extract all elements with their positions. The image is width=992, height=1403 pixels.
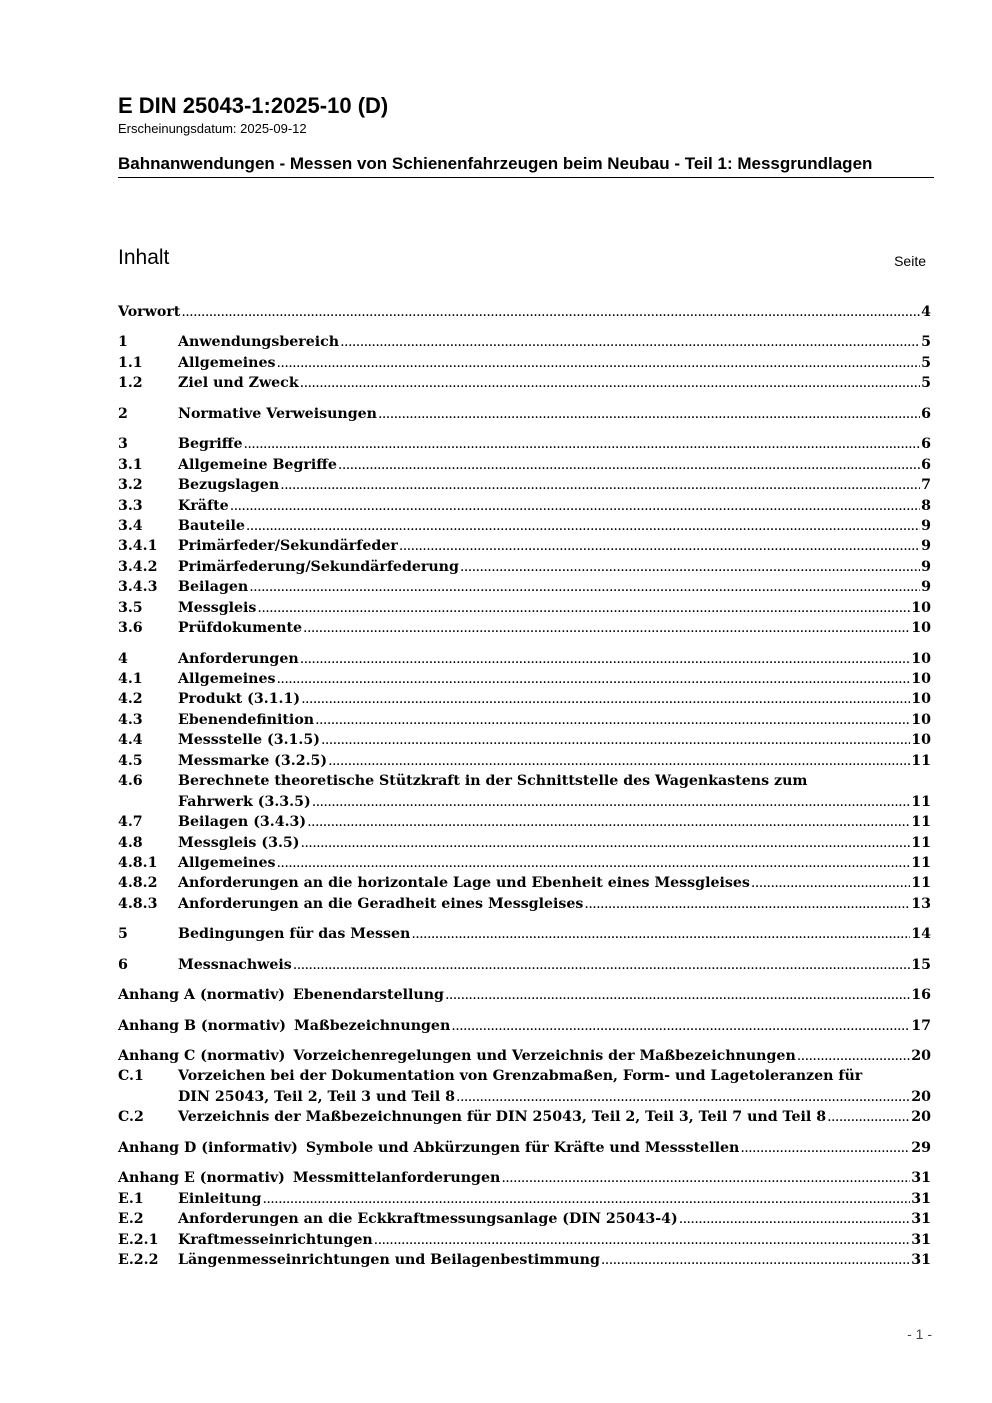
dot-leader <box>181 302 920 322</box>
toc-entry-page: 10 <box>911 671 931 687</box>
dot-leader <box>321 730 910 750</box>
document-header <box>118 92 934 178</box>
toc-entry-title-wrap <box>178 353 931 373</box>
toc-entry-number: 3.1 <box>118 456 143 473</box>
dot-leader <box>399 536 920 556</box>
toc-entry-page: 9 <box>921 579 931 596</box>
toc-entry-page: 14 <box>911 926 931 943</box>
toc-entry[interactable] <box>118 771 931 812</box>
toc-entry-title-wrap <box>294 1016 931 1036</box>
toc-entry-title-wrap <box>178 833 931 853</box>
table-of-contents <box>118 302 931 1270</box>
toc-entry-title-continuation-line <box>178 792 931 812</box>
toc-entry-page: 6 <box>921 405 931 422</box>
dot-leader <box>601 1250 910 1270</box>
dot-leader <box>301 689 910 709</box>
toc-entry-title: Primärfeder/Sekundärfeder <box>178 538 398 555</box>
toc-entry-title-wrap <box>178 373 931 393</box>
toc-entry-title: Kräfte <box>178 497 229 514</box>
toc-entry-title-wrap <box>178 404 931 424</box>
toc-entry[interactable] <box>118 455 931 475</box>
toc-entry-page: 11 <box>911 814 931 831</box>
toc-entry-title-wrap <box>178 536 931 556</box>
toc-entry[interactable] <box>118 710 931 730</box>
toc-entry[interactable] <box>118 873 931 893</box>
toc-entry-title-wrap <box>178 649 931 669</box>
toc-entry-page: 16 <box>911 987 931 1004</box>
toc-entry-page: 10 <box>911 599 931 616</box>
toc-entry-page: 10 <box>911 711 931 728</box>
toc-entry-title: Normative Verweisungen <box>178 405 377 422</box>
toc-entry-title: Messmittelanforderungen <box>292 1170 501 1187</box>
toc-entry-title-block <box>178 771 931 812</box>
toc-entry-number: 3.3 <box>118 497 143 514</box>
toc-annex-label: Anhang B (normativ) <box>118 1017 287 1034</box>
toc-entry[interactable] <box>118 730 931 750</box>
toc-entry-title-continuation: DIN 25043, Teil 2, Teil 3 und Teil 8 <box>178 1088 456 1105</box>
toc-entry-page: 7 <box>921 477 931 494</box>
toc-entry-title: Messgleis <box>178 599 257 616</box>
toc-entry-title: Beilagen <box>178 579 249 596</box>
toc-entry[interactable] <box>118 985 931 1005</box>
page-number: - 1 - <box>907 1326 932 1342</box>
toc-entry-title: Prüfdokumente <box>178 620 303 637</box>
dot-leader <box>338 455 920 475</box>
toc-entry-number: 4.8 <box>118 834 143 851</box>
toc-entry-number: 1.2 <box>118 375 143 392</box>
dot-leader <box>300 649 911 669</box>
toc-entry-number: 3.5 <box>118 599 143 616</box>
toc-entry-title-wrap <box>178 730 931 750</box>
dot-leader <box>280 475 920 495</box>
toc-entry-page: 13 <box>911 895 931 912</box>
toc-entry-page: 4 <box>921 304 931 320</box>
toc-entry-title: Bezugslagen <box>178 477 280 494</box>
toc-entry-title-wrap <box>293 985 931 1005</box>
toc-entry-title-wrap <box>293 1168 931 1188</box>
toc-entry[interactable] <box>118 1107 931 1127</box>
toc-entry[interactable] <box>118 496 931 516</box>
dot-leader <box>411 924 910 944</box>
toc-entry-title: Messmarke (3.2.5) <box>178 752 328 769</box>
toc-entry-title: Maßbezeichnungen <box>294 1017 451 1034</box>
toc-entry-title: Anforderungen an die Eckkraftmessungsanlage (DIN 25043-4) <box>178 1211 678 1228</box>
toc-entry-number: 4.3 <box>118 711 143 728</box>
toc-entry-number: 3.6 <box>118 620 143 637</box>
toc-entry-page: 10 <box>911 732 931 749</box>
toc-entry-title: Verzeichnis der Maßbezeichnungen für DIN 25043, Teil 2, Teil 3, Teil 7 und Teil 8 <box>178 1109 827 1126</box>
toc-entry-title-wrap <box>178 577 931 597</box>
toc-entry-page: 8 <box>921 497 931 514</box>
toc-entry-number: E.1 <box>118 1190 144 1207</box>
toc-entry-page: 10 <box>911 650 931 667</box>
toc-entry[interactable] <box>118 353 931 373</box>
toc-entry[interactable] <box>118 475 931 495</box>
toc-entry[interactable] <box>118 434 931 454</box>
toc-entry-page: 29 <box>911 1139 931 1156</box>
toc-entry[interactable] <box>118 649 931 669</box>
toc-entry[interactable] <box>118 1046 931 1066</box>
dot-leader <box>277 853 911 873</box>
toc-entry-title: Allgemeine Begriffe <box>178 456 337 473</box>
dot-leader <box>740 1138 910 1158</box>
toc-annex-label: Anhang C (normativ) <box>118 1048 286 1064</box>
dot-leader <box>679 1209 911 1229</box>
toc-entry-title: Anforderungen an die horizontale Lage und Ebenheit eines Messgleises <box>178 875 750 892</box>
toc-entry[interactable] <box>118 1168 931 1188</box>
toc-entry[interactable] <box>118 1138 931 1158</box>
toc-entry-title-wrap <box>178 332 931 352</box>
dot-leader <box>243 434 920 454</box>
toc-entry-number: 4.2 <box>118 691 143 708</box>
dot-leader <box>315 710 910 730</box>
toc-entry-title-wrap <box>178 669 931 689</box>
dot-leader <box>230 496 920 516</box>
toc-entry-number: 4.8.1 <box>118 854 158 871</box>
toc-entry[interactable] <box>118 1250 931 1270</box>
toc-entry[interactable] <box>118 577 931 597</box>
toc-entry[interactable] <box>118 332 931 352</box>
toc-entry-title: Allgemeines <box>178 854 276 871</box>
document-title: Bahnanwendungen - Messen von Schienenfahrzeugen beim Neubau - Teil 1: Messgrundlagen <box>118 153 934 178</box>
toc-heading: Inhalt <box>118 246 170 269</box>
toc-entry-page: 5 <box>921 354 931 371</box>
toc-entry-page: 5 <box>921 334 931 351</box>
toc-entry[interactable] <box>118 812 931 832</box>
toc-entry-page: 31 <box>911 1251 931 1268</box>
toc-entry-page: 5 <box>921 375 931 392</box>
dot-leader <box>300 373 920 393</box>
toc-entry-page: 20 <box>911 1088 931 1105</box>
toc-entry-page: 15 <box>911 956 931 973</box>
toc-entry-page: 20 <box>911 1048 931 1064</box>
toc-entry-number: 3.4.2 <box>118 558 158 575</box>
dot-leader <box>312 792 911 812</box>
toc-entry-title-wrap <box>178 1209 931 1229</box>
toc-entry-title: Messnachweis <box>178 956 292 973</box>
toc-entry-title: Einleitung <box>178 1190 262 1207</box>
toc-entry-number: 4.4 <box>118 732 143 749</box>
dot-leader <box>456 1087 910 1107</box>
toc-entry-number: C.2 <box>118 1109 144 1126</box>
toc-entry-title-wrap <box>178 955 931 975</box>
toc-entry-page: 31 <box>911 1231 931 1248</box>
toc-entry-page: 11 <box>911 793 931 810</box>
toc-entry-number: 4.8.2 <box>118 875 158 892</box>
toc-entry-title-continuation-line <box>178 1087 931 1107</box>
toc-entry-title: Messstelle (3.1.5) <box>178 732 320 749</box>
toc-entry-number: 5 <box>118 926 128 943</box>
dot-leader <box>303 618 910 638</box>
toc-entry-number: 4.5 <box>118 752 143 769</box>
toc-entry-title-wrap <box>178 455 931 475</box>
toc-entry-title-wrap <box>178 924 931 944</box>
toc-entry-number: 6 <box>118 956 128 973</box>
toc-entry[interactable] <box>118 833 931 853</box>
toc-entry-page: 11 <box>911 854 931 871</box>
toc-entry-title: Vorzeichen bei der Dokumentation von Grenzabmaßen, Form- und Lagetoleranzen für <box>178 1068 863 1085</box>
dot-leader <box>277 669 911 689</box>
toc-entry-title: Ebenendefinition <box>178 711 315 728</box>
toc-entry-page: 31 <box>911 1211 931 1228</box>
toc-entry-title-wrap <box>293 1046 931 1066</box>
toc-entry[interactable] <box>118 853 931 873</box>
toc-entry-title-wrap <box>178 598 931 618</box>
toc-entry-number: 4.8.3 <box>118 895 158 912</box>
toc-entry-title-continuation: Fahrwerk (3.3.5) <box>178 793 311 810</box>
dot-leader <box>501 1168 910 1188</box>
dot-leader <box>378 404 920 424</box>
dot-leader <box>257 598 910 618</box>
toc-entry-page: 6 <box>921 456 931 473</box>
document-id: E DIN 25043-1:2025-10 (D) <box>118 93 389 118</box>
toc-entry-title-wrap <box>178 853 931 873</box>
toc-entry-page: 9 <box>921 558 931 575</box>
toc-entry[interactable] <box>118 1230 931 1250</box>
toc-entry-title-wrap <box>178 1230 931 1250</box>
toc-entry-title: Bauteile <box>178 517 245 534</box>
dot-leader <box>374 1230 911 1250</box>
toc-entry-page: 10 <box>911 691 931 708</box>
toc-entry-number: 4.7 <box>118 814 143 831</box>
toc-entry-title-wrap <box>118 302 931 322</box>
toc-entry-number: 1.1 <box>118 354 143 371</box>
dot-leader <box>328 751 910 771</box>
toc-entry-title: Messgleis (3.5) <box>178 834 300 851</box>
dot-leader <box>340 332 920 352</box>
dot-leader <box>293 955 910 975</box>
toc-entry-page: 31 <box>911 1190 931 1207</box>
toc-entry-number: 2 <box>118 405 128 422</box>
toc-annex-label: Anhang D (informativ) <box>118 1139 298 1156</box>
toc-entry[interactable] <box>118 598 931 618</box>
dot-leader <box>584 894 910 914</box>
toc-entry-number: 4.1 <box>118 671 143 687</box>
toc-entry-title: Anforderungen <box>178 650 299 667</box>
toc-entry-number: C.1 <box>118 1068 144 1085</box>
toc-entry-page: 9 <box>921 517 931 534</box>
toc-entry[interactable] <box>118 1189 931 1209</box>
dot-leader <box>751 873 910 893</box>
toc-entry-title-wrap <box>178 689 931 709</box>
dot-leader <box>249 577 920 597</box>
toc-entry[interactable] <box>118 1209 931 1229</box>
toc-entry-title: Längenmesseinrichtungen und Beilagenbestimmung <box>178 1251 600 1268</box>
dot-leader <box>451 1016 910 1036</box>
toc-entry-page: 9 <box>921 538 931 555</box>
toc-entry-number: 3.4.1 <box>118 538 158 555</box>
dot-leader <box>445 985 910 1005</box>
toc-entry-title-wrap <box>178 618 931 638</box>
toc-entry-number: 4.6 <box>118 773 143 790</box>
toc-entry-number: E.2 <box>118 1211 144 1228</box>
dot-leader <box>307 812 910 832</box>
toc-entry-title-wrap <box>178 1250 931 1270</box>
toc-entry-title: Primärfederung/Sekundärfederung <box>178 558 459 575</box>
toc-entry-title-wrap <box>306 1138 931 1158</box>
toc-entry-title: Ziel und Zweck <box>178 375 299 392</box>
toc-entry-title: Vorwort <box>118 304 181 320</box>
toc-entry-title-wrap <box>178 496 931 516</box>
toc-entry-page: 6 <box>921 436 931 453</box>
toc-entry-title: Anforderungen an die Geradheit eines Messgleises <box>178 895 584 912</box>
toc-entry-title: Vorzeichenregelungen und Verzeichnis der Maßbezeichnungen <box>293 1048 796 1064</box>
toc-entry-number: 4 <box>118 650 128 667</box>
toc-entry-title: Symbole und Abkürzungen für Kräfte und Messstellen <box>305 1139 740 1156</box>
toc-entry-title: Allgemeines <box>178 671 276 687</box>
toc-entry-number: E.2.1 <box>118 1231 159 1248</box>
toc-entry-number: 3.4.3 <box>118 579 158 596</box>
toc-entry-number: 3.4 <box>118 517 143 534</box>
toc-entry-title: Ebenendarstellung <box>293 987 444 1004</box>
toc-entry[interactable] <box>118 618 931 638</box>
toc-entry-title-wrap <box>178 475 931 495</box>
toc-entry-title-wrap <box>178 1189 931 1209</box>
toc-entry[interactable] <box>118 924 931 944</box>
toc-entry-title-wrap <box>178 873 931 893</box>
toc-entry[interactable] <box>118 1016 931 1036</box>
toc-entry-title: Beilagen (3.4.3) <box>178 814 307 831</box>
toc-entry[interactable] <box>118 536 931 556</box>
toc-entry-title-wrap <box>178 751 931 771</box>
toc-entry-number: 3.2 <box>118 477 143 494</box>
dot-leader <box>827 1107 910 1127</box>
toc-entry-title-wrap <box>178 710 931 730</box>
toc-entry-title: Anwendungsbereich <box>178 334 340 351</box>
toc-entry[interactable] <box>118 751 931 771</box>
publication-date: Erscheinungsdatum: 2025-09-12 <box>118 121 307 136</box>
toc-entry-title: Berechnete theoretische Stützkraft in der Schnittstelle des Wagenkastens zum <box>178 773 808 790</box>
toc-entry[interactable] <box>118 669 931 689</box>
toc-entry-page: 11 <box>911 875 931 892</box>
toc-entry-page: 11 <box>911 834 931 851</box>
dot-leader <box>262 1189 910 1209</box>
toc-entry[interactable] <box>118 894 931 914</box>
toc-page-label: Seite <box>894 253 926 269</box>
toc-entry-page: 10 <box>911 620 931 637</box>
toc-entry-number: E.2.2 <box>118 1251 159 1268</box>
toc-entry-title: Begriffe <box>178 436 243 453</box>
toc-entry-title-wrap <box>178 516 931 536</box>
toc-entry-title-wrap <box>178 1107 931 1127</box>
dot-leader <box>460 557 920 577</box>
toc-entry-title: Kraftmesseinrichtungen <box>178 1231 373 1248</box>
toc-entry-title: Bedingungen für das Messen <box>178 926 411 943</box>
toc-entry-title: Produkt (3.1.1) <box>178 691 301 708</box>
toc-entry-number: 3 <box>118 436 128 453</box>
toc-entry-title-block <box>178 1066 931 1107</box>
toc-entry-title-wrap <box>178 894 931 914</box>
toc-entry-number: 1 <box>118 334 128 351</box>
dot-leader <box>277 353 921 373</box>
toc-entry-page: 20 <box>911 1109 931 1126</box>
dot-leader <box>246 516 920 536</box>
toc-annex-label: Anhang E (normativ) <box>118 1170 285 1187</box>
toc-annex-label: Anhang A (normativ) <box>118 987 286 1004</box>
toc-entry[interactable] <box>118 516 931 536</box>
toc-entry[interactable] <box>118 404 931 424</box>
toc-entry-page: 17 <box>911 1017 931 1034</box>
toc-entry-page: 11 <box>911 752 931 769</box>
toc-entry-title-wrap <box>178 812 931 832</box>
dot-leader <box>300 833 910 853</box>
toc-entry[interactable] <box>118 557 931 577</box>
toc-entry[interactable] <box>118 1066 931 1107</box>
toc-header <box>118 244 926 274</box>
toc-entry-title-wrap <box>178 557 931 577</box>
toc-entry-page: 31 <box>911 1170 931 1187</box>
toc-entry-title: Allgemeines <box>178 354 276 371</box>
toc-entry[interactable] <box>118 373 931 393</box>
toc-entry[interactable] <box>118 689 931 709</box>
toc-entry-title-wrap <box>178 434 931 454</box>
toc-entry[interactable] <box>118 302 931 322</box>
dot-leader <box>797 1046 910 1066</box>
toc-entry[interactable] <box>118 955 931 975</box>
